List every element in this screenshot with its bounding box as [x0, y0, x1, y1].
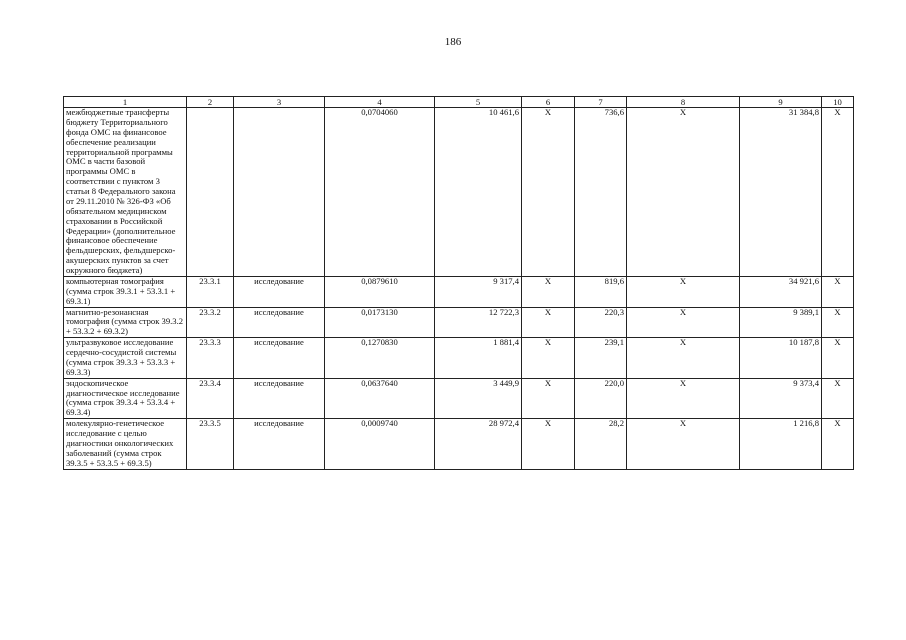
column-number-row [64, 97, 854, 108]
row-code-cell [187, 108, 234, 277]
column-header: 6 [522, 97, 575, 108]
col4-cell: 0,0637640 [325, 378, 435, 419]
col5-cell: 3 449,9 [435, 378, 522, 419]
table-row [64, 419, 854, 469]
col6-cell: Х [522, 338, 575, 379]
col6-cell: Х [522, 108, 575, 277]
col6-cell: Х [522, 419, 575, 469]
col6-cell: Х [522, 378, 575, 419]
row-code-cell: 23.3.5 [187, 419, 234, 469]
column-header: 9 [740, 97, 822, 108]
row-unit-cell: исследование [234, 419, 325, 469]
row-unit-cell: исследование [234, 338, 325, 379]
table-row [64, 378, 854, 419]
col10-cell: Х [822, 338, 854, 379]
col7-cell: 220,0 [575, 378, 627, 419]
col7-cell: 819,6 [575, 276, 627, 307]
row-unit-cell [234, 108, 325, 277]
col5-cell: 28 972,4 [435, 419, 522, 469]
column-header: 2 [187, 97, 234, 108]
column-header: 5 [435, 97, 522, 108]
row-name-cell: магнитно-резонансная томография (сумма строк 39.3.2 + 53.3.2 + 69.3.2) [64, 307, 187, 338]
col7-cell: 220,3 [575, 307, 627, 338]
table-row [64, 276, 854, 307]
col9-cell: 10 187,8 [740, 338, 822, 379]
col9-cell: 9 373,4 [740, 378, 822, 419]
row-code-cell: 23.3.3 [187, 338, 234, 379]
row-unit-cell: исследование [234, 276, 325, 307]
col9-cell: 9 389,1 [740, 307, 822, 338]
col6-cell: Х [522, 307, 575, 338]
table-row [64, 338, 854, 379]
col8-cell: Х [627, 307, 740, 338]
col8-cell: Х [627, 338, 740, 379]
row-code-cell: 23.3.4 [187, 378, 234, 419]
col10-cell: Х [822, 307, 854, 338]
row-name-cell: эндоскопическое диагностическое исследование (сумма строк 39.3.4 + 53.3.4 + 69.3.4) [64, 378, 187, 419]
row-name-cell: межбюджетные трансферты бюджету Территориального фонда ОМС на финансовое обеспечение реализации территориальной программы ОМС в части базовой программы ОМС в соответствии с пунктом 3 статьи 8 Федерального закона от 29.11.2010 № 326-ФЗ «Об обязательном медицинском страховании в Российской Федерации» (дополнительное финансовое обеспечение фельдшерских, фельдшерско-акушерских пунктов за счет окружного бюджета) [64, 108, 187, 277]
col10-cell: Х [822, 419, 854, 469]
column-header: 7 [575, 97, 627, 108]
row-code-cell: 23.3.2 [187, 307, 234, 338]
row-unit-cell: исследование [234, 307, 325, 338]
col4-cell: 0,0704060 [325, 108, 435, 277]
row-name-cell: ультразвуковое исследование сердечно-сосудистой системы (сумма строк 39.3.3 + 53.3.3 + 69.3.3) [64, 338, 187, 379]
col10-cell: Х [822, 108, 854, 277]
row-code-cell: 23.3.1 [187, 276, 234, 307]
column-header: 4 [325, 97, 435, 108]
table-row [64, 307, 854, 338]
col9-cell: 34 921,6 [740, 276, 822, 307]
col4-cell: 0,0879610 [325, 276, 435, 307]
col5-cell: 1 881,4 [435, 338, 522, 379]
col7-cell: 28,2 [575, 419, 627, 469]
col8-cell: Х [627, 276, 740, 307]
row-name-cell: компьютерная томография (сумма строк 39.3.1 + 53.3.1 + 69.3.1) [64, 276, 187, 307]
col5-cell: 10 461,6 [435, 108, 522, 277]
col8-cell: Х [627, 419, 740, 469]
col6-cell: Х [522, 276, 575, 307]
column-header: 10 [822, 97, 854, 108]
col4-cell: 0,0173130 [325, 307, 435, 338]
row-name-cell: молекулярно-генетическое исследование с целью диагностики онкологических заболеваний (сумма строк 39.3.5 + 53.3.5 + 69.3.5) [64, 419, 187, 469]
column-header: 8 [627, 97, 740, 108]
column-header: 1 [64, 97, 187, 108]
col10-cell: Х [822, 276, 854, 307]
column-header: 3 [234, 97, 325, 108]
col10-cell: Х [822, 378, 854, 419]
col5-cell: 12 722,3 [435, 307, 522, 338]
col9-cell: 31 384,8 [740, 108, 822, 277]
col8-cell: Х [627, 108, 740, 277]
data-table [63, 96, 854, 470]
col4-cell: 0,1270830 [325, 338, 435, 379]
page-number: 186 [444, 36, 462, 48]
col7-cell: 736,6 [575, 108, 627, 277]
col7-cell: 239,1 [575, 338, 627, 379]
col9-cell: 1 216,8 [740, 419, 822, 469]
table-row [64, 108, 854, 277]
col5-cell: 9 317,4 [435, 276, 522, 307]
col4-cell: 0,0009740 [325, 419, 435, 469]
col8-cell: Х [627, 378, 740, 419]
row-unit-cell: исследование [234, 378, 325, 419]
